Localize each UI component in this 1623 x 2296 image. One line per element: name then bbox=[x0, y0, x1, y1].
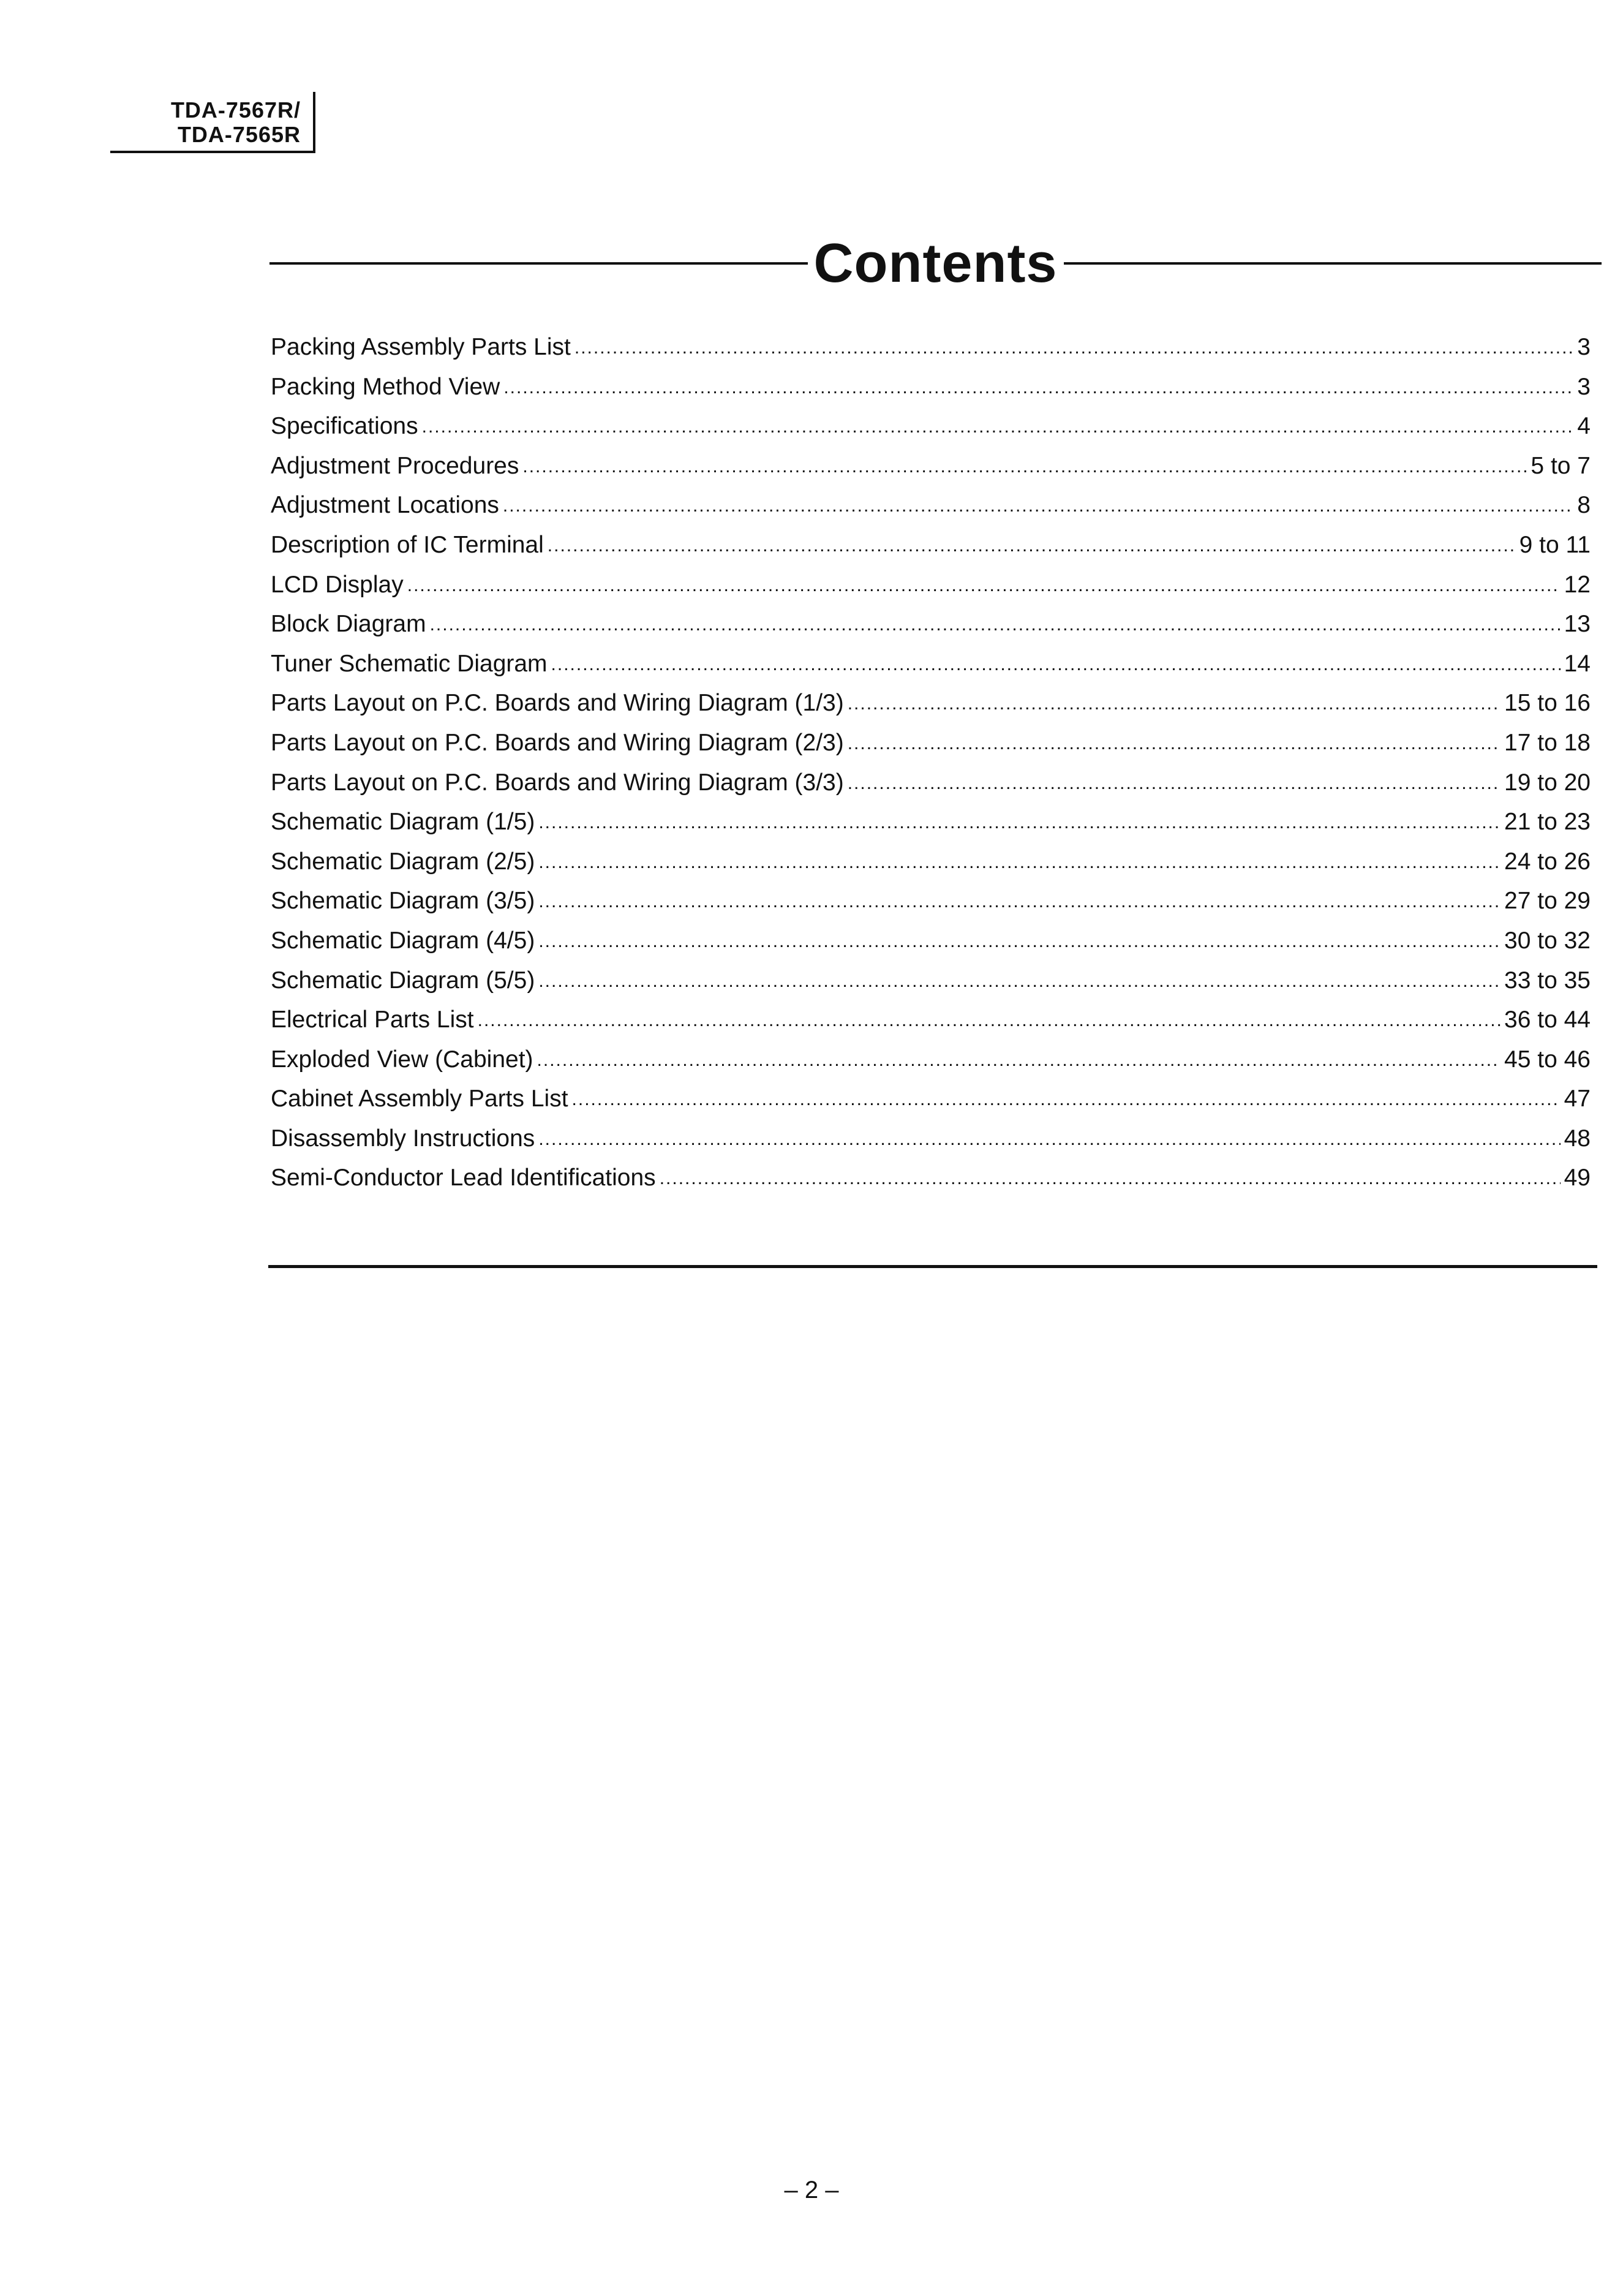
toc-entry[interactable] bbox=[271, 763, 1591, 803]
title-rule-right bbox=[1064, 262, 1602, 265]
toc-entry-page: 45 to 46 bbox=[1504, 1046, 1591, 1073]
title-rule-left bbox=[269, 262, 808, 265]
toc-entry-page: 49 bbox=[1564, 1165, 1591, 1191]
toc-entry[interactable] bbox=[271, 1000, 1591, 1040]
toc-leader-dots bbox=[478, 999, 1501, 1040]
toc-entry-title: Schematic Diagram (5/5) bbox=[271, 967, 535, 994]
model-number-1: TDA-7567R/ bbox=[170, 97, 301, 123]
toc-leader-dots bbox=[538, 960, 1501, 1001]
toc-entry-page: 19 to 20 bbox=[1504, 769, 1591, 796]
toc-entry-title: Specifications bbox=[271, 413, 418, 440]
toc-entry-page: 27 to 29 bbox=[1504, 888, 1591, 915]
model-number-2: TDA-7565R bbox=[177, 122, 301, 147]
toc-entry-page: 13 bbox=[1564, 611, 1591, 638]
toc-entry-page: 3 bbox=[1577, 373, 1591, 400]
toc-leader-dots bbox=[848, 682, 1501, 723]
toc-entry[interactable] bbox=[271, 486, 1591, 526]
toc-entry[interactable] bbox=[271, 565, 1591, 605]
toc-entry-title: Parts Layout on P.C. Boards and Wiring Diagram (3/3) bbox=[271, 769, 844, 796]
toc-entry[interactable] bbox=[271, 723, 1591, 763]
bottom-divider bbox=[268, 1265, 1597, 1268]
toc-entry-page: 21 to 23 bbox=[1504, 809, 1591, 836]
toc-entry-title: LCD Display bbox=[271, 571, 404, 598]
toc-entry-page: 30 to 32 bbox=[1504, 927, 1591, 954]
toc-entry-page: 9 to 11 bbox=[1519, 531, 1591, 558]
toc-entry-page: 33 to 35 bbox=[1504, 967, 1591, 994]
toc-entry-title: Exploded View (Cabinet) bbox=[271, 1046, 533, 1073]
toc-entry[interactable] bbox=[271, 1158, 1591, 1198]
table-of-contents bbox=[271, 328, 1591, 1198]
toc-entry-title: Schematic Diagram (4/5) bbox=[271, 927, 535, 954]
toc-entry-title: Parts Layout on P.C. Boards and Wiring Diagram (1/3) bbox=[271, 690, 844, 717]
toc-entry-title: Packing Method View bbox=[271, 373, 500, 400]
toc-leader-dots bbox=[538, 1118, 1560, 1159]
toc-entry[interactable] bbox=[271, 447, 1591, 486]
toc-entry-title: Packing Assembly Parts List bbox=[271, 334, 571, 360]
toc-leader-dots bbox=[407, 564, 1561, 605]
toc-entry-page: 15 to 16 bbox=[1504, 690, 1591, 717]
toc-entry-page: 8 bbox=[1577, 492, 1591, 519]
toc-leader-dots bbox=[522, 445, 1527, 486]
model-header bbox=[110, 92, 315, 153]
toc-entry[interactable] bbox=[271, 407, 1591, 447]
toc-leader-dots bbox=[503, 366, 1573, 407]
contents-heading bbox=[269, 227, 1602, 300]
toc-entry-page: 14 bbox=[1564, 650, 1591, 677]
toc-leader-dots bbox=[538, 801, 1501, 842]
toc-entry[interactable] bbox=[271, 1079, 1591, 1119]
toc-entry-title: Adjustment Procedures bbox=[271, 452, 519, 479]
toc-leader-dots bbox=[538, 841, 1501, 882]
toc-entry-title: Parts Layout on P.C. Boards and Wiring Diagram (2/3) bbox=[271, 729, 844, 756]
toc-entry[interactable] bbox=[271, 961, 1591, 1001]
toc-entry-page: 3 bbox=[1577, 334, 1591, 360]
toc-entry-page: 17 to 18 bbox=[1504, 729, 1591, 756]
toc-leader-dots bbox=[538, 920, 1501, 961]
toc-leader-dots bbox=[548, 524, 1516, 565]
toc-entry-page: 12 bbox=[1564, 571, 1591, 598]
toc-entry-title: Schematic Diagram (1/5) bbox=[271, 809, 535, 836]
toc-entry-title: Schematic Diagram (2/5) bbox=[271, 848, 535, 875]
toc-entry[interactable] bbox=[271, 882, 1591, 921]
toc-entry-title: Semi-Conductor Lead Identifications bbox=[271, 1165, 656, 1191]
toc-entry[interactable] bbox=[271, 802, 1591, 842]
toc-entry-title: Disassembly Instructions bbox=[271, 1125, 535, 1152]
toc-entry[interactable] bbox=[271, 684, 1591, 723]
toc-entry-title: Description of IC Terminal bbox=[271, 531, 544, 558]
toc-entry[interactable] bbox=[271, 1040, 1591, 1080]
page-title: Contents bbox=[813, 233, 1058, 294]
toc-leader-dots bbox=[848, 722, 1501, 763]
toc-leader-dots bbox=[538, 880, 1501, 921]
toc-entry-title: Electrical Parts List bbox=[271, 1006, 474, 1033]
toc-entry[interactable] bbox=[271, 328, 1591, 368]
toc-entry-page: 36 to 44 bbox=[1504, 1006, 1591, 1033]
toc-entry-page: 5 to 7 bbox=[1531, 452, 1591, 479]
toc-entry[interactable] bbox=[271, 921, 1591, 961]
toc-entry-title: Schematic Diagram (3/5) bbox=[271, 888, 535, 915]
page-number: – 2 – bbox=[784, 2177, 839, 2203]
toc-leader-dots bbox=[422, 406, 1574, 447]
toc-leader-dots bbox=[551, 643, 1561, 684]
toc-entry[interactable] bbox=[271, 644, 1591, 684]
toc-leader-dots bbox=[503, 485, 1573, 526]
toc-entry[interactable] bbox=[271, 526, 1591, 565]
toc-leader-dots bbox=[848, 762, 1501, 803]
toc-entry-title: Adjustment Locations bbox=[271, 492, 499, 519]
toc-entry[interactable] bbox=[271, 368, 1591, 407]
toc-entry[interactable] bbox=[271, 842, 1591, 882]
toc-leader-dots bbox=[660, 1157, 1561, 1198]
toc-entry[interactable] bbox=[271, 605, 1591, 644]
toc-leader-dots bbox=[572, 1078, 1561, 1119]
toc-entry-page: 4 bbox=[1577, 413, 1591, 440]
toc-entry-title: Tuner Schematic Diagram bbox=[271, 650, 548, 677]
toc-leader-dots bbox=[574, 327, 1573, 368]
toc-entry-page: 47 bbox=[1564, 1086, 1591, 1112]
toc-entry-page: 48 bbox=[1564, 1125, 1591, 1152]
toc-entry-title: Block Diagram bbox=[271, 611, 426, 638]
toc-entry-page: 24 to 26 bbox=[1504, 848, 1591, 875]
toc-leader-dots bbox=[430, 603, 1561, 644]
toc-leader-dots bbox=[537, 1039, 1501, 1080]
toc-entry[interactable] bbox=[271, 1119, 1591, 1159]
toc-entry-title: Cabinet Assembly Parts List bbox=[271, 1086, 568, 1112]
